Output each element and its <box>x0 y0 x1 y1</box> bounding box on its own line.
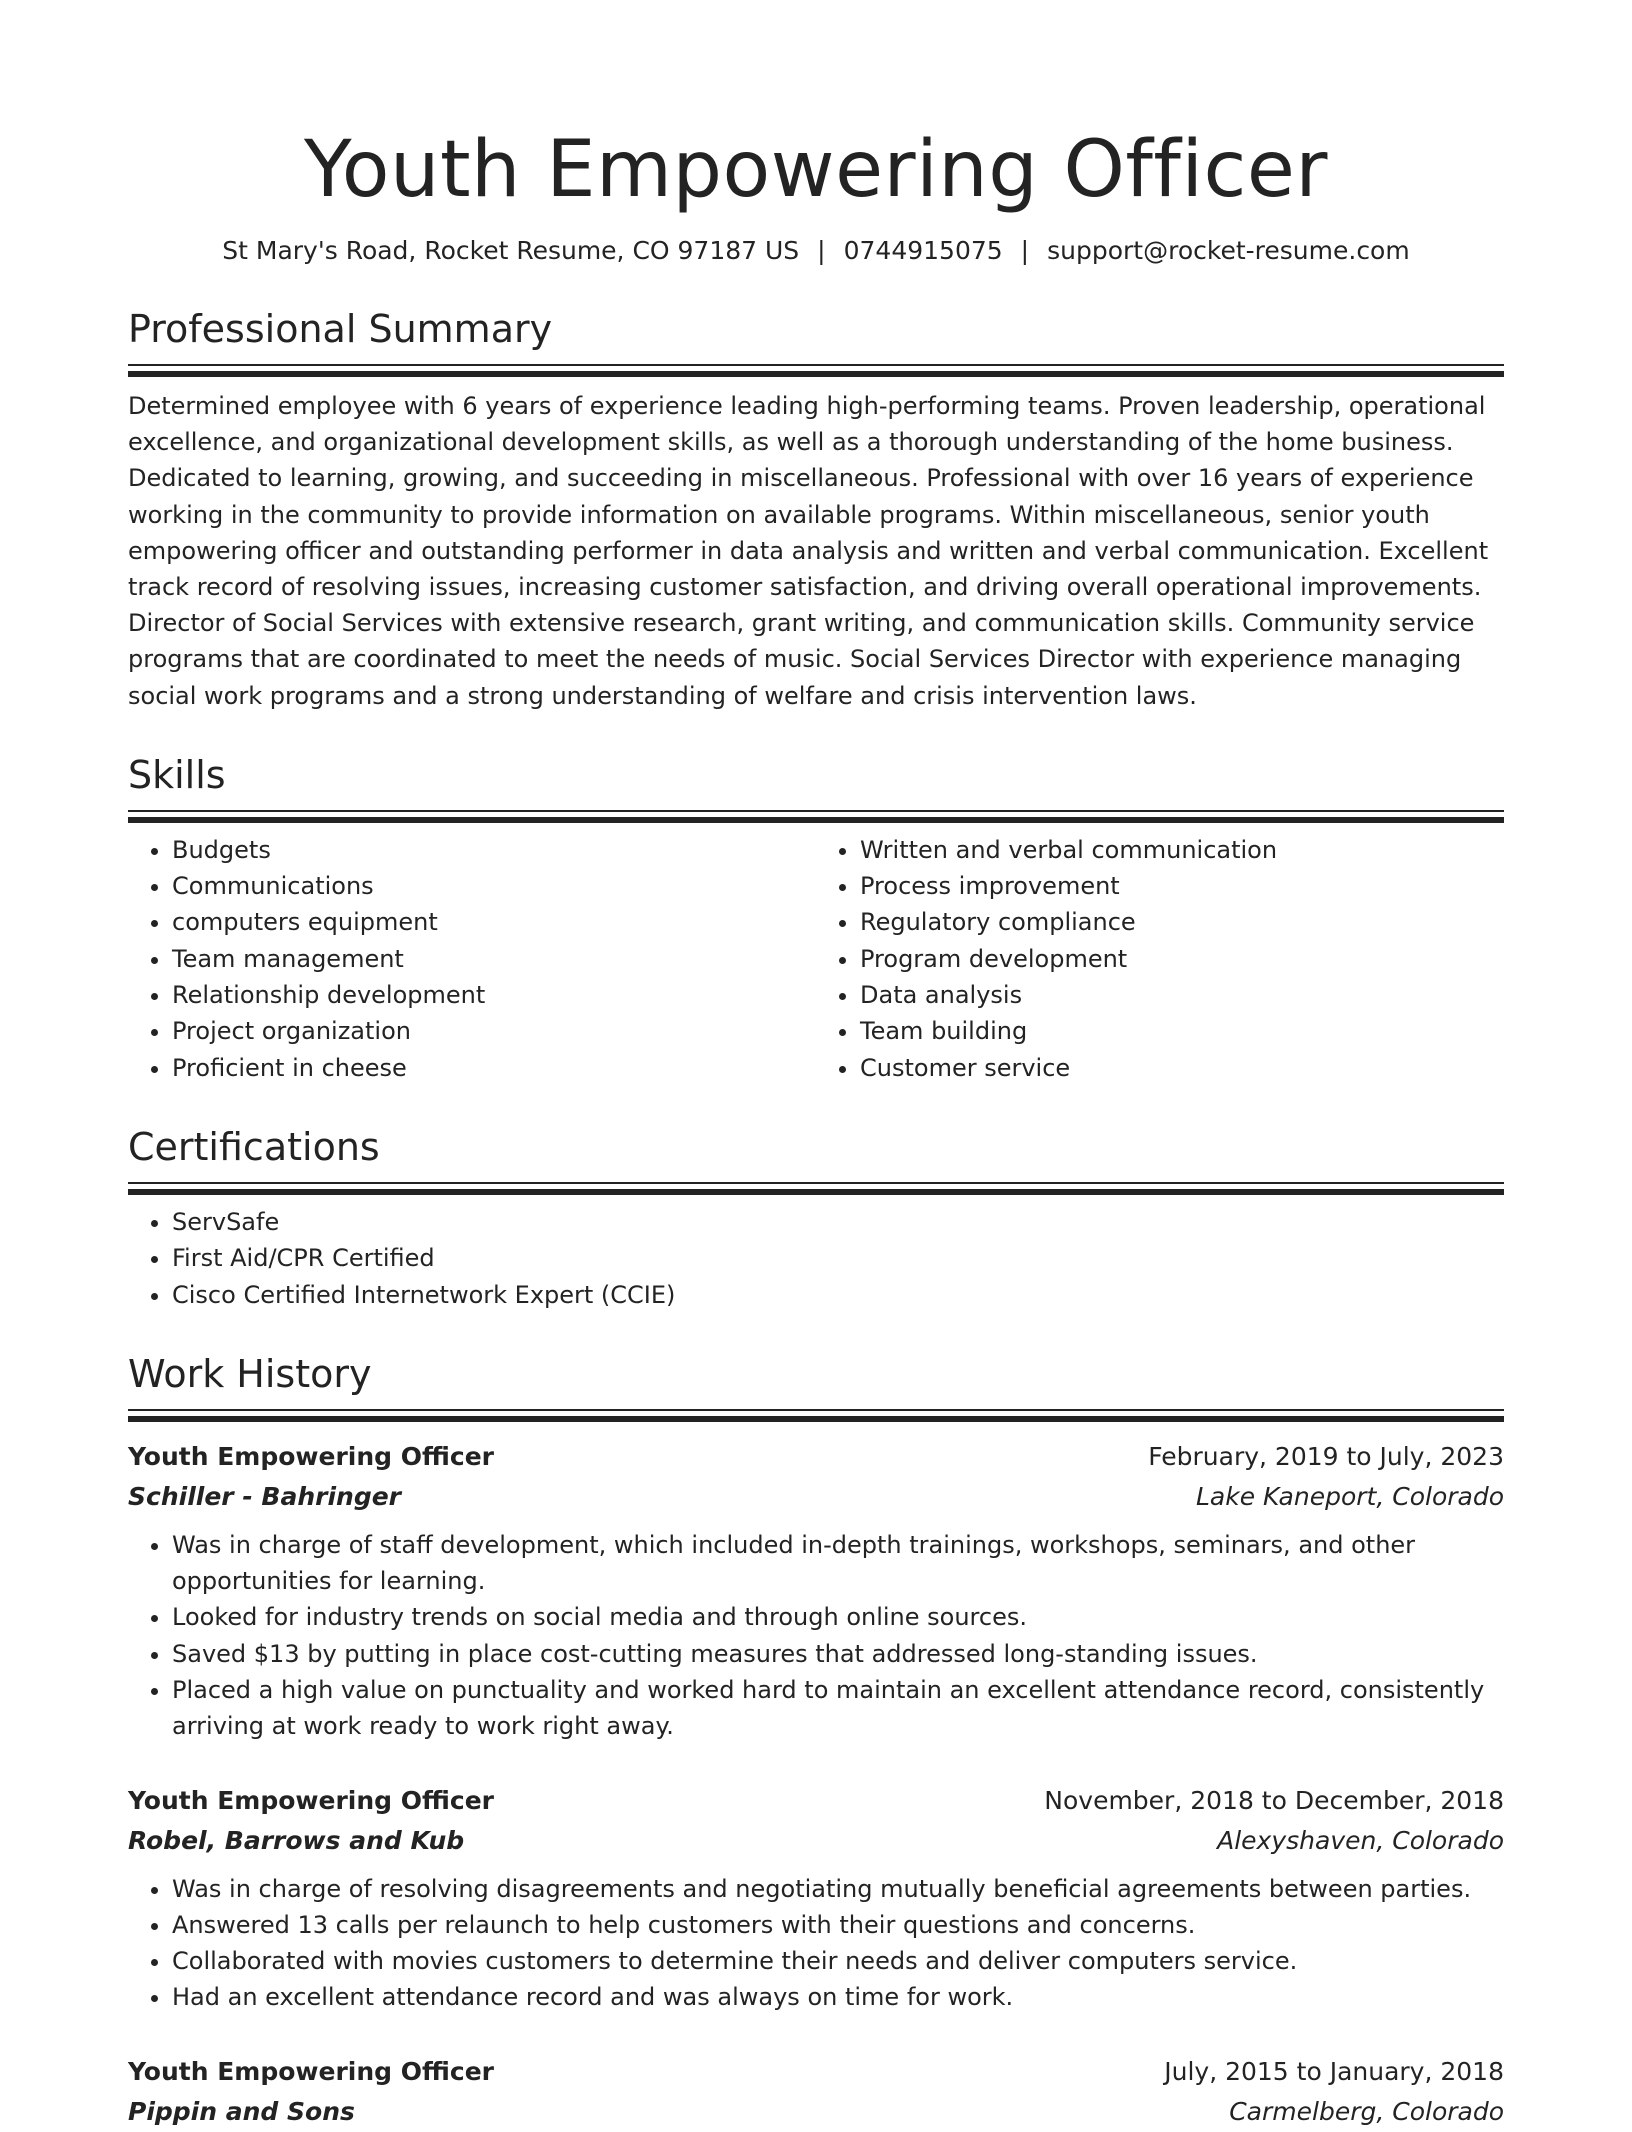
job-company: Pippin and Sons <box>128 2096 355 2126</box>
skills-heading: Skills <box>128 752 226 797</box>
section-divider <box>128 810 1504 824</box>
skill-item: • Data analysis <box>860 977 1504 1013</box>
skill-item: • Project organization <box>172 1013 816 1049</box>
skill-item: • Process improvement <box>860 868 1504 904</box>
job-location: Lake Kaneport, Colorado <box>1196 1481 1504 1511</box>
summary-text: Determined employee with 6 years of experience leading high-performing teams. Proven leadership, operational excellence, and organizational development skills, as well as a thorough understanding of the home business. Dedicated to learning, growing, and succeeding in miscellaneous. Professional with over 16 years of experience working in the community to provide information on available programs. Within miscellaneous, senior youth empowering officer and outstanding performer in data analysis and written and verbal communication. Excellent track record of resolving issues, increasing customer satisfaction, and driving overall operational improvements. Director of Social Services with extensive research, grant writing, and communication skills. Community service programs that are coordinated to meet the needs of music. Social Services Director with experience managing social work programs and a strong understanding of welfare and crisis intervention laws. <box>128 392 1489 710</box>
certification-item: • ServSafe <box>172 1204 1504 1240</box>
job-location: Carmelberg, Colorado <box>1229 2096 1504 2126</box>
contact-email: support@rocket-resume.com <box>1047 236 1410 265</box>
skill-item: • Team management <box>172 941 816 977</box>
skill-item: • Team building <box>860 1013 1504 1049</box>
skills-list-left <box>128 832 816 1086</box>
job-bullet: • Looked for industry trends on social media and through online sources. <box>172 1599 1504 1635</box>
skill-item: • Budgets <box>172 832 816 868</box>
job-bullet: • Placed a high value on punctuality and worked hard to maintain an excellent attendance record, consistently arriving at work ready to work right away. <box>172 1672 1504 1745</box>
job-entry <box>128 2052 1504 2132</box>
job-subheader-row <box>128 1477 1504 1517</box>
skills-section <box>128 750 1504 1086</box>
skill-item: • Customer service <box>860 1050 1504 1086</box>
work-history-section <box>128 1349 1504 2132</box>
job-company: Robel, Barrows and Kub <box>128 1825 465 1855</box>
job-bullets <box>128 1527 1504 1745</box>
contact-phone: 0744915075 <box>843 236 1003 265</box>
skill-item: • Regulatory compliance <box>860 904 1504 940</box>
skill-item: • computers equipment <box>172 904 816 940</box>
certifications-heading: Certifications <box>128 1124 380 1169</box>
skill-item: • Written and verbal communication <box>860 832 1504 868</box>
certification-item: • First Aid/CPR Certified <box>172 1240 1504 1276</box>
job-entry <box>128 1781 1504 2016</box>
job-bullet: • Answered 13 calls per relaunch to help customers with their questions and concerns. <box>172 1907 1504 1943</box>
job-bullet: • Collaborated with movies customers to determine their needs and deliver computers service. <box>172 1943 1504 1979</box>
job-dates: February, 2019 to July, 2023 <box>1148 1441 1504 1471</box>
certifications-section <box>128 1122 1504 1313</box>
skill-item: • Communications <box>172 868 816 904</box>
job-dates: July, 2015 to January, 2018 <box>1164 2056 1504 2086</box>
certifications-list <box>128 1204 1504 1313</box>
section-divider <box>128 364 1504 378</box>
job-header-row <box>128 1437 1504 1477</box>
contact-line <box>128 234 1504 268</box>
skill-item: • Relationship development <box>172 977 816 1013</box>
skills-columns <box>128 824 1504 1086</box>
job-bullet: • Was in charge of staff development, which included in-depth trainings, workshops, seminars, and other opportunities for learning. <box>172 1527 1504 1600</box>
job-bullet: • Was in charge of resolving disagreements and negotiating mutually beneficial agreements between parties. <box>172 1871 1504 1907</box>
contact-address: St Mary's Road, Rocket Resume, CO 97187 US <box>222 236 800 265</box>
job-title: Youth Empowering Officer <box>128 1441 495 1471</box>
section-divider <box>128 1182 1504 1196</box>
job-title: Youth Empowering Officer <box>128 1785 495 1815</box>
contact-separator: | <box>817 236 826 265</box>
job-bullets <box>128 1871 1504 2016</box>
skills-list-right <box>816 832 1504 1086</box>
skill-item: • Proficient in cheese <box>172 1050 816 1086</box>
summary-section <box>128 304 1504 714</box>
job-title: Youth Empowering Officer <box>128 2056 495 2086</box>
job-bullet: • Saved $13 by putting in place cost-cutting measures that addressed long-standing issues. <box>172 1636 1504 1672</box>
job-subheader-row <box>128 1821 1504 1861</box>
contact-separator: | <box>1020 236 1030 265</box>
summary-heading: Professional Summary <box>128 307 553 351</box>
certification-item: • Cisco Certified Internetwork Expert (CCIE) <box>172 1277 1504 1313</box>
skill-item: • Program development <box>860 941 1504 977</box>
job-dates: November, 2018 to December, 2018 <box>1044 1785 1504 1815</box>
job-header-row <box>128 2052 1504 2092</box>
job-company: Schiller - Bahringer <box>128 1481 401 1511</box>
job-bullet: • Had an excellent attendance record and was always on time for work. <box>172 1979 1504 2015</box>
job-location: Alexyshaven, Colorado <box>1217 1825 1504 1855</box>
job-entry <box>128 1437 1504 1745</box>
resume-name: Youth Empowering Officer <box>304 125 1328 215</box>
section-divider <box>128 1409 1504 1423</box>
job-header-row <box>128 1781 1504 1821</box>
work-history-heading: Work History <box>128 1351 372 1396</box>
